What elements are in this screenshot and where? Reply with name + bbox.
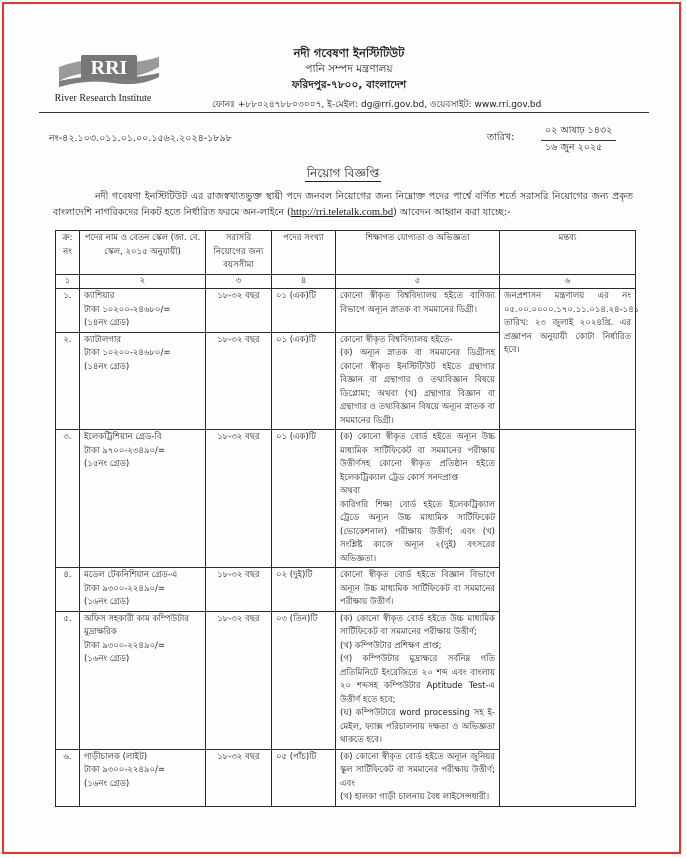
notice-title: নিয়োগ বিজ্ঞপ্তি xyxy=(306,166,380,180)
notice-document xyxy=(9,7,677,852)
contact-line: ফোনঃ +৮৮০২৪৭৮৮০৩০০৭, ই-মেইল: dg@rri.gov.bd, ওয়েবসাইট: www.rri.gov.bd xyxy=(212,100,542,110)
header-divider xyxy=(39,112,649,113)
header-qualification: শিক্ষাগত যোগ্যতা ও অভিজ্ঞতা xyxy=(336,231,500,275)
table-row: ২. ক্যাটালগার টাকা ১০২০০-২৪৬৮০/= (১৪নং গ্রেড) ১৮-৩২ বছর ০১ (এক)টি কোনো স্বীকৃত বিশ্ববিদ্যালয় হইতে- (ক) অন্যূন স্নাতক বা সমমানের ডিগ্রীসহ কোনো স্বীকৃত ইনস্টিটিউট হইতে গ্রন্থাগার বিজ্ঞান বা গ্রন্থাগার ও তথ্যবিজ্ঞান বিষয়ে ডিপ্লোমা; অথবা (খ) গ্রন্থাগার বিজ্ঞান বা গ্রন্থাগার ও তথ্যবিজ্ঞান বিষয়ে অন্যূন স্নাতক বা সমমানের ডিগ্রী। xyxy=(56,332,636,430)
intro-paragraph: নদী গবেষণা ইনস্টিটিউট এর রাজস্বখাতভুক্ত স্থায়ী পদে জনবল নিয়োগের জন্য নিম্নোক্ত পদের পার্শ্বে বর্ণিত শর্তে সরাসরি নিয়োগের জন্য প্রকৃত বাংলাদেশি নাগরিকদের নিকট হতে নির্ধারিত ফরমে অন-লাইনে (http://rri.teletalk.com.bd) আবেদন আহ্বান করা যাচ্ছে:- xyxy=(53,191,633,218)
vacancy-table xyxy=(55,230,640,807)
institute-title: নদী গবেষণা ইনস্টিটিউট xyxy=(293,46,405,60)
table-row: ৪. মডেল টেকনিশিয়ান গ্রেড-এ টাকা ৯৩০০-২২৪৯০/= (১৬নং গ্রেড) ১৮-৩২ বছর ০২ (দুই)টি কোনো স্বীকৃত বোর্ড হইতে বিজ্ঞান বিভাগে অন্যূন উচ্চ মাধ্যমিক সার্টিফিকেট বা সমমানের পরীক্ষায় উত্তীর্ণ। xyxy=(56,568,636,612)
table-header-row xyxy=(56,231,636,275)
application-link[interactable]: http://rri.teletalk.com.bd xyxy=(290,206,394,218)
date-label: তারিখ: xyxy=(487,132,515,143)
header-count: পদের সংখ্যা xyxy=(272,231,336,275)
ministry-name: পানি সম্পদ মন্ত্রণালয় xyxy=(305,63,393,75)
table-row: ৩. ইলেকট্রিশিয়ান গ্রেড-বি টাকা ৯৭০০-২৩৪৯০/= (১৫নং গ্রেড) ১৮-৩২ বছর ০১ (এক)টি (ক) কোনো স্বীকৃত বোর্ড হইতে অন্যূন উচ্চ মাধ্যমিক সার্টিফিকেট বা সমমানের পরীক্ষায় উত্তীর্ণসহ কোনো স্বীকৃত প্রতিষ্ঠান হইতে ইলেকট্রিক্যাল ট্রেড কোর্স সনদপ্রাপ্ত অথবা কারিগরি শিক্ষা বোর্ড হইতে ইলেকট্রিক্যাল ট্রেডে অন্যূন উচ্চ মাধ্যমিক সার্টিফিকেট (ভোকেশনাল) পরীক্ষায় উত্তীর্ণ; এবং (খ) সংশ্লিষ্ট কাজে অন্যূন ২(দুই) বৎসরের অভিজ্ঞতা। xyxy=(56,430,636,568)
memo-number: নং-৪২.১০৩.০১১.০১.০০.১৫৬২.২০২৪-১৮৯৮ xyxy=(49,133,232,144)
institute-english-name: River Research Institute xyxy=(54,93,152,104)
date-bangla: ০২ আষাঢ় ১৪৩২ xyxy=(541,124,616,141)
table-row: ১. ক্যাশিয়ার টাকা ১০২০০-২৪৬৮০/= (১৪নং গ্রেড) ১৮-৩২ বছর ০১ (এক)টি কোনো স্বীকৃত বিশ্ববিদ্যালয় হইতে বাণিজ্য বিভাগে অন্যূন স্নাতক বা সমমানের ডিগ্রী। জনপ্রশাসন মন্ত্রণালয় এর নং ০৫.০০.০০০০.১৭০.১১.০১৪.২৪-১৪১ তারিখ: ২৩ জুলাই ২০২৪খ্রি. এর প্রজ্ঞাপন অনুযায়ী কোটা নির্ধারিত হবে। xyxy=(56,289,636,333)
institute-address: ফরিদপুর-৭৮০০, বাংলাদেশ xyxy=(291,79,407,91)
table-row: ৫. অফিস সহকারী কাম কম্পিউটার মুদ্রাক্ষরিক টাকা ৯৩০০-২২৪৯০/= (১৬নং গ্রেড) ১৮-৩২ বছর ০৩ (তিন)টি (ক) কোনো স্বীকৃত বোর্ড হইতে উচ্চ মাধ্যমিক সার্টিফিকেট বা সমমানের পরীক্ষায় উত্তীর্ণ; (খ) কম্পিউটার প্রশিক্ষণ প্রাপ্ত; (গ) কম্পিউটার মুদ্রাক্ষরে সর্বনিম্ন গতি প্রতিমিনিটে ইংরেজিতে ২০ শব্দ এবং বাংলায় ২০ শব্দসহ কম্পিউটার Aptitude Test-এ উত্তীর্ণ হতে হবে; (ঘ) কম্পিউটারে word processing সহ ই-মেইল, ফ্যাক্স পরিচালনায় দক্ষতা ও অভিজ্ঞতা থাকতে হবে। xyxy=(56,611,636,749)
logo-text: RRI xyxy=(90,57,128,79)
header-post: পদের নাম ও বেতন স্কেল (জা. বে. স্কেল, ২০১৫ অনুযায়ী) xyxy=(80,231,206,275)
header-age: সরাসরি নিয়োগের জন্য বয়সসীমা xyxy=(206,231,272,275)
date-english: ১৬ জুন ২০২৫ xyxy=(545,142,603,153)
header-serial: ক্র: নং xyxy=(56,231,80,275)
remarks-cell: জনপ্রশাসন মন্ত্রণালয় এর নং ০৫.০০.০০০০.১৭০.১১.০১৪.২৪-১৪১ তারিখ: ২৩ জুলাই ২০২৪খ্রি. এর প্রজ্ঞাপন অনুযায়ী কোটা নির্ধারিত হবে। xyxy=(500,289,636,430)
table-row: ৬. গাড়ীচালক (লাইট) টাকা ৯৩০০-২২৪৯০/= (১৬নং গ্রেড) ১৮-৩২ বছর ০৫ (পাঁচ)টি (ক) কোনো স্বীকৃত বোর্ড হইতে অন্যূন জুনিয়র স্কুল সার্টিফিকেট বা সমমানের পরীক্ষায় উত্তীর্ণ; এবং (খ) হালকা গাড়ী চালনায় বৈধ লাইসেন্সধারী। xyxy=(56,749,636,806)
column-number-row: ১ ২ ৩ ৪ ৫ ৬ xyxy=(56,274,636,289)
header-remarks: মন্তব্য xyxy=(500,231,636,275)
